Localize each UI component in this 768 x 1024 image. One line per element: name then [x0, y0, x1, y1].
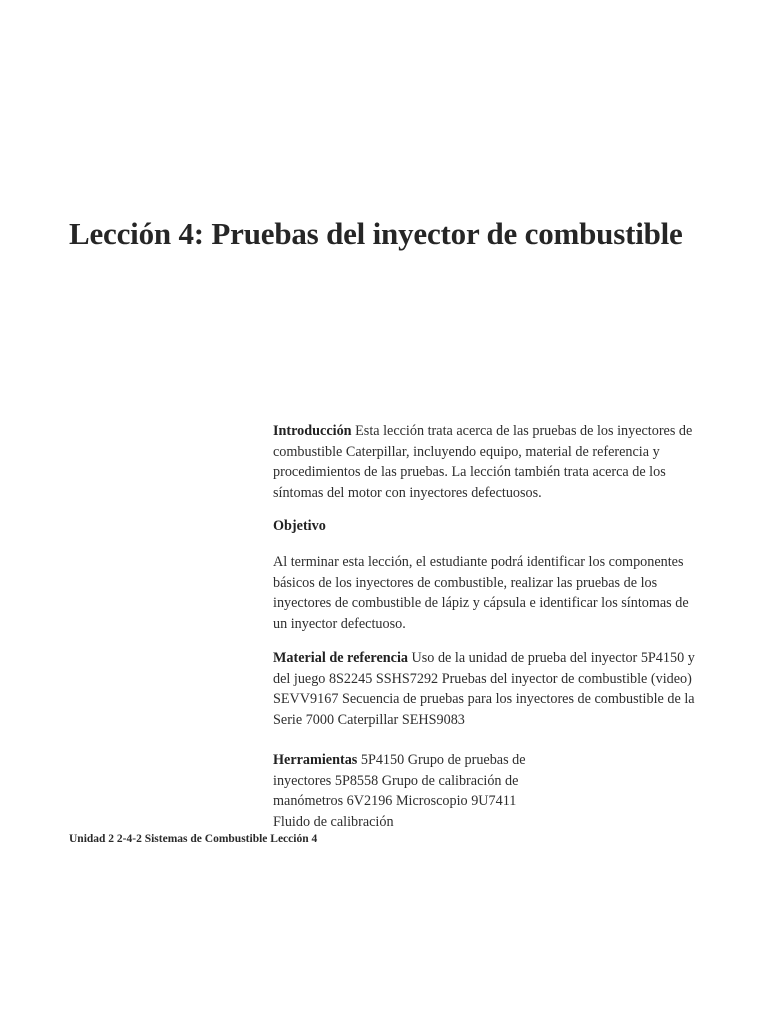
objective-label: Objetivo [273, 518, 326, 534]
objective-heading [273, 516, 703, 537]
reference-material-paragraph [273, 648, 703, 730]
reference-material-text: Uso de la unidad de prueba del inyector 5P4150 y del juego 8S2245 SSHS7292 Pruebas del inyector de combustible (video) SEVV9167 Secuencia de pruebas para los inyectores de combustible de la Serie 7000 Caterpillar SEHS9083 [273, 650, 695, 728]
reference-material-label: Material de referencia [273, 650, 408, 666]
introduction-paragraph [273, 421, 703, 503]
introduction-label: Introducción [273, 423, 352, 439]
page-title: Lección 4: Pruebas del inyector de combustible [69, 216, 683, 251]
page-footer: Unidad 2 2-4-2 Sistemas de Combustible Lección 4 [69, 833, 318, 845]
tools-section [273, 750, 553, 832]
introduction-section [273, 421, 703, 503]
tools-paragraph [273, 750, 553, 832]
tools-label: Herramientas [273, 752, 358, 768]
reference-material-section [273, 648, 703, 730]
introduction-text: Esta lección trata acerca de las pruebas de los inyectores de combustible Caterpillar, incluyendo equipo, material de referencia y procedimientos de las pruebas. La lección también trata acerca de los síntomas del motor con inyectores defectuosos. [273, 423, 693, 501]
tools-text: 5P4150 Grupo de pruebas de inyectores 5P8558 Grupo de calibración de manómetros 6V2196 Microscopio 9U7411 Fluido de calibración [273, 752, 526, 830]
objective-section [273, 552, 703, 634]
objective-text: Al terminar esta lección, el estudiante podrá identificar los componentes básicos de los inyectores de combustible, realizar las pruebas de los inyectores de combustible de lápiz y cápsula e identificar los síntomas de un inyector defectuoso. [273, 554, 689, 632]
